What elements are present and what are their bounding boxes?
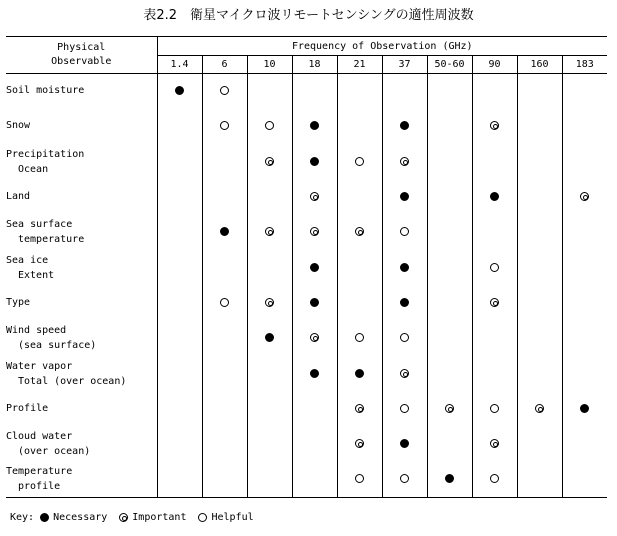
key-item-helpful [198,512,253,523]
row-label-precipitation-ocean [6,144,157,180]
matrix-cell [337,214,382,250]
matrix-cell [337,180,382,214]
open-circle-icon [355,157,364,166]
double-circle-icon [355,439,364,448]
matrix-cell [247,74,292,108]
matrix-cell [517,392,562,426]
double-circle-icon [355,227,364,236]
matrix-cell [517,144,562,180]
matrix-cell [472,356,517,392]
matrix-cell [382,392,427,426]
open-circle-icon [355,333,364,342]
matrix-cell [562,286,607,320]
matrix-cell [562,214,607,250]
row-label-line: Land [6,191,31,202]
matrix-cell [382,74,427,108]
matrix-cell [202,250,247,286]
matrix-cell [247,462,292,498]
matrix-cell [337,286,382,320]
matrix-cell [247,356,292,392]
matrix-cell [517,74,562,108]
matrix-cell [427,392,472,426]
frequency-table [6,36,607,498]
double-circle-icon [265,157,274,166]
matrix-cell [292,286,337,320]
frequency-col-header: 37 [382,56,427,74]
matrix-cell [292,144,337,180]
frequency-col-header: 21 [337,56,382,74]
double-circle-icon [445,404,454,413]
table-row [6,250,607,286]
key-legend [10,512,260,523]
open-circle-icon [400,474,409,483]
frequency-col-header: 1.4 [157,56,202,74]
matrix-cell [157,392,202,426]
double-circle-icon [310,333,319,342]
double-circle-icon [119,513,128,522]
table-row [6,144,607,180]
frequency-col-header: 10 [247,56,292,74]
row-label-line: Extent [18,269,55,281]
matrix-cell [337,144,382,180]
double-circle-icon [310,192,319,201]
row-label-cloud-water [6,426,157,462]
filled-circle-icon [265,333,274,342]
filled-circle-icon [220,227,229,236]
matrix-cell [292,426,337,462]
matrix-cell [292,462,337,498]
row-label-line: temperature [18,233,85,245]
matrix-cell [157,286,202,320]
observable-header [6,37,157,74]
matrix-cell [202,392,247,426]
row-label-wind-speed [6,320,157,356]
matrix-cell [562,74,607,108]
matrix-cell [517,180,562,214]
matrix-cell [157,462,202,498]
matrix-cell [427,108,472,144]
matrix-cell [337,462,382,498]
double-circle-icon [490,298,499,307]
matrix-cell [382,180,427,214]
matrix-cell [562,356,607,392]
matrix-cell [562,462,607,498]
matrix-cell [292,320,337,356]
matrix-cell [472,74,517,108]
open-circle-icon [490,474,499,483]
observable-header-line2: Observable [51,56,112,67]
row-label-line: Type [6,297,31,308]
frequency-col-header: 160 [517,56,562,74]
matrix-cell [562,144,607,180]
matrix-cell [472,144,517,180]
matrix-cell [247,320,292,356]
row-label-line: Wind speed [6,324,67,336]
matrix-cell [427,144,472,180]
table-row [6,286,607,320]
open-circle-icon [220,121,229,130]
row-label-snow [6,108,157,144]
filled-circle-icon [445,474,454,483]
matrix-cell [247,426,292,462]
matrix-cell [427,250,472,286]
key-text-helpful: Helpful [211,512,254,523]
matrix-cell [472,180,517,214]
matrix-cell [202,356,247,392]
row-label-line: Snow [6,120,31,131]
double-circle-icon [490,439,499,448]
matrix-cell [202,108,247,144]
double-circle-icon [580,192,589,201]
frequency-col-header: 18 [292,56,337,74]
matrix-cell [202,214,247,250]
double-circle-icon [265,227,274,236]
key-text-important: Important [132,512,187,523]
row-label-line: Sea ice [6,254,49,266]
filled-circle-icon [400,192,409,201]
matrix-cell [157,180,202,214]
row-label-line: (sea surface) [18,339,97,351]
filled-circle-icon [175,86,184,95]
matrix-cell [157,214,202,250]
matrix-cell [517,214,562,250]
table-row [6,462,607,498]
open-circle-icon [198,513,207,522]
matrix-cell [562,320,607,356]
frequency-col-header: 183 [562,56,607,74]
matrix-cell [562,392,607,426]
matrix-cell [427,320,472,356]
row-label-water-vapor-total [6,356,157,392]
matrix-cell [382,250,427,286]
matrix-cell [382,144,427,180]
key-label: Key: [10,512,35,523]
matrix-cell [337,74,382,108]
filled-circle-icon [310,121,319,130]
row-label-type [6,286,157,320]
matrix-cell [337,392,382,426]
table-title: 表2.2 衛星マイクロ波リモートセンシングの適性周波数 [143,8,474,23]
matrix-cell [337,250,382,286]
filled-circle-icon [400,263,409,272]
matrix-cell [292,392,337,426]
table-row [6,108,607,144]
row-label-line: Cloud water [6,430,73,442]
row-label-line: Water vapor [6,360,73,372]
matrix-cell [157,250,202,286]
key-item-important [119,512,186,523]
open-circle-icon [265,121,274,130]
filled-circle-icon [400,439,409,448]
double-circle-icon [265,298,274,307]
filled-circle-icon [490,192,499,201]
row-label-line: Soil moisture [6,85,85,97]
row-label-profile [6,392,157,426]
matrix-cell [292,214,337,250]
filled-circle-icon [40,513,49,522]
open-circle-icon [400,333,409,342]
matrix-cell [337,356,382,392]
matrix-cell [517,250,562,286]
table-row [6,320,607,356]
matrix-cell [157,108,202,144]
matrix-cell [247,286,292,320]
filled-circle-icon [400,121,409,130]
matrix-cell [472,320,517,356]
frequency-col-header: 6 [202,56,247,74]
matrix-cell [382,320,427,356]
row-label-land [6,180,157,214]
matrix-cell [382,426,427,462]
matrix-cell [427,356,472,392]
table-body [6,74,607,498]
matrix-cell [202,320,247,356]
row-label-sea-surface-temperature [6,214,157,250]
open-circle-icon [400,404,409,413]
row-label-line: Total (over ocean) [18,375,127,387]
matrix-cell [472,214,517,250]
filled-circle-icon [310,157,319,166]
row-label-line: Sea surface [6,218,73,230]
double-circle-icon [310,227,319,236]
key-text-necessary: Necessary [53,512,108,523]
frequency-col-header: 90 [472,56,517,74]
frequency-header: Frequency of Observation (GHz) [157,37,607,56]
row-label-soil-moisture [6,74,157,108]
matrix-cell [157,356,202,392]
matrix-cell [337,426,382,462]
matrix-cell [472,462,517,498]
table-row [6,74,607,108]
table-row [6,214,607,250]
matrix-cell [427,462,472,498]
matrix-cell [472,286,517,320]
matrix-cell [472,250,517,286]
matrix-cell [292,180,337,214]
matrix-cell [382,462,427,498]
open-circle-icon [220,298,229,307]
matrix-cell [427,74,472,108]
key-item-necessary [40,512,107,523]
filled-circle-icon [310,263,319,272]
matrix-cell [247,180,292,214]
matrix-cell [337,320,382,356]
matrix-cell [562,180,607,214]
matrix-cell [247,392,292,426]
matrix-cell [517,462,562,498]
matrix-cell [562,426,607,462]
table-row [6,356,607,392]
open-circle-icon [490,263,499,272]
row-label-line: Temperature [6,466,73,478]
double-circle-icon [400,369,409,378]
matrix-cell [517,356,562,392]
matrix-cell [427,286,472,320]
matrix-cell [247,214,292,250]
open-circle-icon [220,86,229,95]
double-circle-icon [355,404,364,413]
matrix-cell [157,74,202,108]
matrix-cell [247,250,292,286]
observable-header-line1: Physical [57,42,106,53]
matrix-cell [472,108,517,144]
matrix-cell [202,144,247,180]
matrix-cell [427,426,472,462]
matrix-cell [292,250,337,286]
matrix-cell [517,426,562,462]
row-label-sea-ice-extent [6,250,157,286]
matrix-cell [427,214,472,250]
matrix-cell [382,286,427,320]
matrix-cell [157,320,202,356]
matrix-cell [427,180,472,214]
row-label-line: Precipitation [6,148,85,160]
table-row [6,180,607,214]
open-circle-icon [400,227,409,236]
matrix-cell [472,426,517,462]
matrix-cell [292,108,337,144]
matrix-cell [202,286,247,320]
double-circle-icon [535,404,544,413]
matrix-cell [472,392,517,426]
filled-circle-icon [310,298,319,307]
table-row [6,392,607,426]
open-circle-icon [490,404,499,413]
matrix-cell [247,144,292,180]
matrix-cell [202,74,247,108]
row-label-line: Profile [6,403,49,414]
filled-circle-icon [310,369,319,378]
matrix-cell [382,108,427,144]
matrix-cell [382,356,427,392]
row-label-temperature-profile [6,462,157,498]
matrix-cell [382,214,427,250]
matrix-cell [157,144,202,180]
filled-circle-icon [400,298,409,307]
matrix-cell [202,180,247,214]
matrix-cell [292,356,337,392]
matrix-cell [157,426,202,462]
matrix-cell [292,74,337,108]
table-row [6,426,607,462]
row-label-line: Ocean [18,163,49,175]
filled-circle-icon [580,404,589,413]
frequency-col-header: 50-60 [427,56,472,74]
matrix-cell [337,108,382,144]
matrix-cell [202,426,247,462]
row-label-line: (over ocean) [18,445,91,457]
matrix-cell [517,320,562,356]
matrix-cell [202,462,247,498]
filled-circle-icon [355,369,364,378]
open-circle-icon [355,474,364,483]
matrix-cell [562,250,607,286]
double-circle-icon [490,121,499,130]
double-circle-icon [400,157,409,166]
matrix-cell [517,108,562,144]
matrix-cell [517,286,562,320]
matrix-cell [562,108,607,144]
matrix-cell [247,108,292,144]
row-label-line: profile [18,481,61,493]
